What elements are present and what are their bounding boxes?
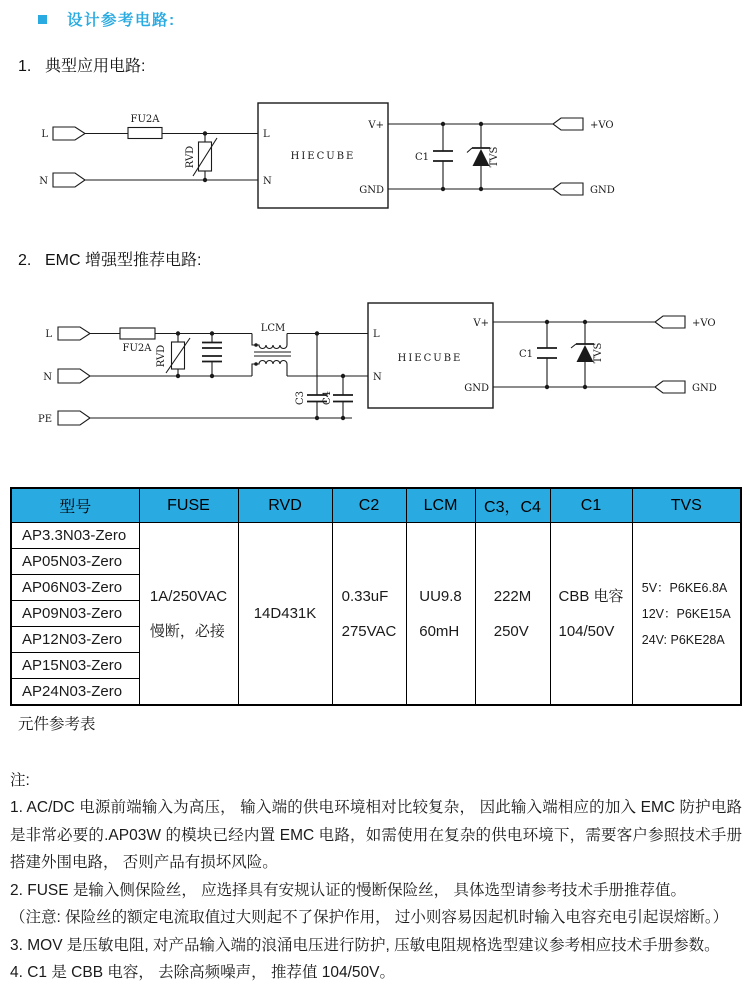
col-header-lcm: LCM — [406, 488, 475, 523]
table-caption: 元件参考表 — [18, 716, 96, 733]
fuse-symbol — [128, 114, 162, 139]
terminal-n-label: N — [39, 176, 48, 187]
lcm-cell — [406, 523, 475, 706]
note-item: 4. C1 是 CBB 电容， 去除高频噪声， 推荐值 104/50V。 — [10, 964, 396, 981]
output-capacitor-c1 — [415, 122, 453, 191]
cell-line: 222M — [493, 587, 532, 605]
cell-line: 0.33uF — [341, 587, 389, 605]
input-terminal-n — [43, 369, 90, 383]
model-cell: AP06N03-Zero — [11, 575, 139, 601]
emc-enhanced-circuit-diagram — [0, 290, 750, 460]
tvs-diode-symbol — [571, 320, 604, 389]
module-pin-l: L — [373, 329, 380, 340]
module-name: HIECUBE — [290, 151, 356, 162]
notes-label: 注: — [10, 772, 30, 789]
output-terminal-gnd — [553, 183, 615, 196]
table-header-row — [11, 488, 741, 523]
section-number: 2. — [18, 252, 32, 269]
cell-line: 104/50V — [558, 622, 615, 640]
input-terminal-l — [41, 127, 85, 140]
c4-label: C4 — [322, 390, 333, 406]
note-item: 2. FUSE 是输入侧保险丝， 应选择具有安规认证的慢断保险丝， 具体选型请参考技术手册推荐值。 — [10, 881, 686, 899]
varistor-symbol — [156, 331, 190, 378]
cell-line: 250V — [493, 622, 529, 640]
cell-line: 5V：P6KE6.8A — [641, 580, 728, 595]
col-header-rvd: RVD — [238, 488, 332, 523]
cell-line: UU9.8 — [419, 587, 462, 605]
cell-line: 24V: P6KE28A — [641, 632, 725, 647]
typical-application-circuit-diagram — [0, 95, 750, 235]
notes-block — [10, 794, 742, 987]
module-pin-gnd: GND — [359, 185, 384, 196]
section-bullet-icon — [38, 15, 47, 24]
module-box — [368, 303, 493, 408]
cell-line: 14D431K — [253, 605, 317, 622]
note-item: 3. MOV 是压敏电阻, 对产品输入端的浪涌电压进行防护, 压敏电阻规格选型建议参考相应技术手册参数。 — [10, 936, 720, 954]
terminal-pe-label: PE — [37, 414, 52, 425]
col-header-tvs: TVS — [632, 488, 741, 523]
note-item: （注意: 保险丝的额定电流取值过大则起不了保护作用， 过小则容易因起机时输入电容充电引起误熔断。） — [10, 909, 729, 926]
common-mode-choke-symbol — [252, 323, 291, 376]
input-terminal-n — [39, 173, 85, 187]
col-header-c3c4: C3，C4 — [475, 488, 550, 523]
output-capacitor-c1 — [519, 320, 557, 389]
c1-cell — [550, 523, 632, 706]
c3c4-cell — [475, 523, 550, 706]
col-header-fuse: FUSE — [139, 488, 238, 523]
tvs-diode-symbol — [467, 122, 500, 191]
model-cell: AP24N03-Zero — [11, 679, 139, 706]
fuse-label: FU2A — [130, 114, 160, 125]
rvd-cell — [238, 523, 332, 706]
fuse-label: FU2A — [122, 343, 152, 354]
module-pin-gnd: GND — [464, 383, 489, 394]
input-terminal-pe — [38, 411, 90, 425]
table-row — [11, 523, 741, 549]
input-terminal-l — [45, 327, 90, 340]
terminal-l-label: L — [45, 329, 52, 340]
section-1-heading — [18, 53, 145, 76]
module-pin-vplus: V+ — [473, 318, 489, 329]
section-label: 典型应用电路: — [45, 58, 146, 75]
col-header-model: 型号 — [11, 488, 139, 523]
cell-line: 慢断，必接 — [149, 622, 225, 640]
y-capacitor-c4 — [322, 374, 353, 420]
module-box — [258, 103, 388, 208]
x-capacitor-symbol — [202, 331, 222, 378]
section-2-heading — [18, 247, 201, 270]
cell-line: 12V：P6KE15A — [641, 606, 731, 621]
c3-label: C3 — [295, 390, 306, 406]
terminal-n-label: N — [43, 372, 52, 383]
model-cell: AP15N03-Zero — [11, 653, 139, 679]
module-pin-n: N — [373, 372, 382, 383]
cell-line: 1A/250VAC — [149, 587, 228, 605]
tvs-label: TVS — [593, 342, 604, 364]
model-cell: AP3.3N03-Zero — [11, 523, 139, 549]
c1-label: C1 — [414, 152, 429, 163]
col-header-c1: C1 — [550, 488, 632, 523]
varistor-label: RVD — [185, 145, 196, 169]
model-cell: AP05N03-Zero — [11, 549, 139, 575]
c2-cell — [332, 523, 406, 706]
c1-label: C1 — [518, 349, 533, 360]
lcm-label: LCM — [260, 323, 286, 334]
model-cell: AP12N03-Zero — [11, 627, 139, 653]
page-title: 设计参考电路: — [67, 12, 176, 29]
fuse-cell — [139, 523, 238, 706]
col-header-c2: C2 — [332, 488, 406, 523]
output-terminal-vo — [655, 316, 716, 329]
module-pin-n: N — [263, 176, 272, 187]
terminal-gnd-label: GND — [692, 383, 717, 394]
module-name: HIECUBE — [397, 353, 463, 364]
fuse-symbol — [120, 328, 155, 354]
terminal-l-label: L — [41, 129, 48, 140]
module-pin-vplus: V+ — [368, 120, 384, 131]
section-number: 1. — [18, 58, 32, 75]
varistor-label: RVD — [156, 344, 167, 368]
output-terminal-gnd — [655, 381, 717, 394]
tvs-cell — [632, 523, 741, 706]
output-terminal-vo — [553, 118, 614, 131]
varistor-symbol — [185, 131, 217, 182]
section-label: EMC 增强型推荐电路: — [45, 252, 202, 269]
model-cell: AP09N03-Zero — [11, 601, 139, 627]
cell-line: 275VAC — [341, 622, 397, 640]
terminal-vo-label: +VO — [692, 318, 716, 329]
terminal-vo-label: +VO — [590, 120, 614, 131]
terminal-gnd-label: GND — [590, 185, 615, 196]
component-reference-table — [10, 487, 742, 706]
module-pin-l: L — [263, 129, 270, 140]
cell-line: CBB 电容 — [558, 587, 624, 605]
note-item: 1. AC/DC 电源前端输入为高压， 输入端的供电环境相对比较复杂， 因此输入端相应的加入 EMC 防护电路是非常必要的.AP03W 的模块已经内置 EMC 电路，如需使用在复杂的供电环境下，需要客户参照技术手册搭建外围电路， 否则产品有损坏风险。 — [10, 799, 742, 871]
cell-line: 60mH — [419, 622, 460, 640]
tvs-label: TVS — [489, 146, 500, 168]
